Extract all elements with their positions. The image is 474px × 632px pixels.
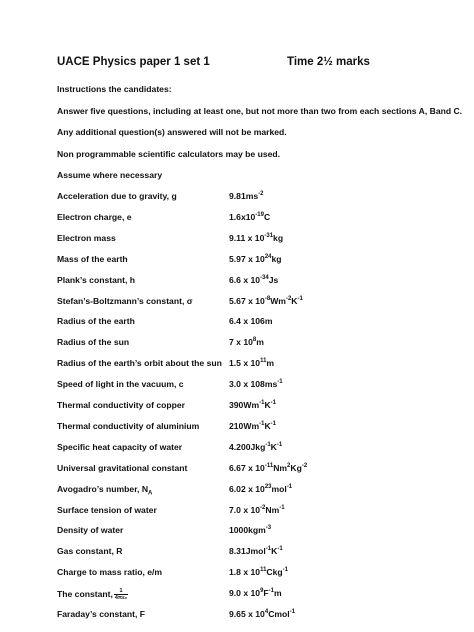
value-unit: K: [264, 420, 271, 431]
constant-value: [229, 233, 283, 243]
constant-name-text: The constant,: [57, 588, 113, 599]
value-unit-exponent: -1: [268, 588, 274, 595]
instruction-line-1: Answer five questions, including at least one, but not more than two from each sections A, Band C.: [57, 106, 463, 116]
value-unit: Nm: [273, 462, 288, 473]
constant-row: [57, 525, 437, 539]
value-base: 5.67 x 10: [229, 295, 265, 306]
value-unit: C: [263, 211, 271, 222]
value-base: 4.200Jkg: [229, 441, 266, 452]
value-unit-exponent: -1: [270, 421, 276, 428]
constant-row: [57, 505, 437, 519]
header: [57, 56, 437, 72]
constant-name: [57, 212, 132, 222]
value-exponent: 24: [264, 253, 272, 260]
constant-name: [57, 421, 199, 431]
value-unit: Cmol: [268, 609, 290, 619]
constant-name-text: Stefan’s-Boltzmann’s constant, σ: [57, 295, 193, 306]
constant-row: [57, 442, 437, 456]
value-exponent: -1: [277, 379, 283, 386]
constant-row: [57, 296, 437, 310]
constant-row: [57, 233, 437, 247]
value-base: 9.65 x 10: [229, 609, 265, 619]
value-unit: Ckg: [266, 567, 283, 578]
constant-name-text: Plank’s constant, h: [57, 274, 135, 285]
value-base: 7 x 10: [229, 337, 253, 348]
value-unit-exponent: -2: [285, 295, 292, 302]
assume-heading: Assume where necessary: [57, 170, 163, 180]
constant-row: [57, 484, 437, 498]
constant-name: [57, 379, 184, 389]
value-exponent: -2: [260, 504, 266, 511]
constant-name-text: Mass of the earth: [57, 253, 128, 264]
value-base: 7.0 x 10: [229, 504, 261, 515]
value-unit: K: [270, 441, 277, 452]
constant-name-text: Thermal conductivity of copper: [57, 400, 185, 410]
value-exponent: -8: [264, 295, 271, 302]
constant-name-text: Acceleration due to gravity, g: [57, 191, 177, 201]
value-unit: kg: [273, 232, 284, 243]
constant-name: [57, 546, 122, 556]
value-base: 1000kgm: [229, 525, 266, 536]
value-base: 3.0 x 108ms: [229, 379, 278, 390]
constant-value: [229, 212, 270, 222]
value-unit-exponent: -1: [286, 483, 293, 490]
constant-row: [57, 191, 437, 205]
paper-title: UACE Physics paper 1 set 1: [57, 56, 210, 68]
constant-row: [57, 212, 437, 226]
constant-row: [57, 463, 437, 477]
constant-value: [229, 337, 264, 347]
constant-name: [57, 400, 185, 410]
value-unit: Wm: [270, 295, 286, 306]
value-base: 1.6x10: [229, 211, 256, 222]
value-exponent: -1: [265, 441, 271, 448]
value-base: 6.02 x 10: [229, 483, 265, 494]
constant-name: [57, 609, 145, 619]
value-exponent: 8: [252, 337, 257, 344]
value-unit: m: [256, 337, 264, 348]
value-unit-exponent-2: -1: [297, 295, 303, 302]
value-base: 1.5 x 10: [229, 358, 261, 369]
constant-name-text: Surface tension of water: [57, 504, 157, 515]
value-unit-exponent: -1: [289, 609, 296, 616]
constant-value: [229, 525, 271, 535]
constant-name-text: Universal gravitational constant: [57, 462, 188, 473]
value-base: 9.81ms: [229, 191, 259, 201]
constant-name: [57, 337, 129, 347]
value-base: 6.67 x 10: [229, 462, 265, 473]
value-base: 390Wm: [229, 400, 260, 410]
constant-name-text: Specific heat capacity of water: [57, 441, 183, 452]
value-exponent: 23: [264, 483, 272, 490]
constant-value: [229, 379, 283, 389]
constant-name: [57, 358, 222, 368]
constant-name: [57, 567, 162, 577]
constant-name: [57, 463, 187, 473]
value-unit-exponent: -1: [279, 504, 285, 511]
instructions-heading: Instructions the candidates:: [57, 84, 172, 94]
constant-value: [229, 588, 282, 598]
value-exponent: -11: [264, 462, 274, 469]
constant-row: [57, 588, 437, 602]
value-unit: K: [271, 546, 278, 557]
constant-name: [57, 316, 135, 326]
value-unit-exponent: -1: [276, 441, 283, 448]
instruction-line-3: Non programmable scientific calculators may be used.: [57, 149, 281, 159]
constant-name-text: Speed of light in the vacuum, c: [57, 379, 184, 390]
constant-value: [229, 484, 292, 494]
value-exponent: -1: [259, 400, 265, 407]
constant-value: [229, 275, 278, 285]
constant-name: [57, 442, 182, 452]
value-exponent: -31: [264, 232, 274, 239]
value-exponent: 4: [264, 609, 269, 616]
value-exponent: 9: [260, 588, 264, 595]
value-unit-exponent-2: -2: [301, 462, 308, 469]
constant-value: [229, 421, 276, 431]
constant-name-text: Gas constant, R: [57, 546, 123, 557]
constant-value: [229, 358, 274, 368]
constant-name: [57, 588, 128, 601]
value-exponent: 11: [260, 358, 267, 365]
value-unit: Js: [268, 274, 279, 285]
constant-name-text: Avogadro’s number, N: [57, 483, 149, 494]
fraction-numerator: 1: [114, 588, 128, 595]
constant-name: [57, 505, 157, 515]
value-unit-2: Kg: [290, 462, 302, 473]
value-unit: mol: [271, 483, 287, 494]
value-exponent: -1: [265, 546, 272, 553]
constant-name-text: Radius of the sun: [57, 337, 130, 348]
constant-name-text: Radius of the earth’s orbit about the sun: [57, 358, 222, 369]
constant-name-text: Electron charge, e: [57, 211, 132, 222]
constant-name-text: Electron mass: [57, 232, 116, 243]
constant-row: [57, 421, 437, 435]
value-unit: kg: [271, 253, 282, 264]
value-base: 5.97 x 10: [229, 253, 265, 264]
value-unit-2: K: [291, 295, 298, 306]
constant-value: [229, 609, 295, 619]
value-exponent: 11: [260, 567, 267, 574]
constant-row: [57, 337, 437, 351]
value-base: 9.11 x 10: [229, 232, 265, 243]
value-base: 9.0 x 10: [229, 588, 261, 599]
constant-value: [229, 191, 264, 201]
value-exponent: -34: [260, 274, 269, 281]
constant-name-subscript: A: [148, 490, 153, 497]
constant-row: [57, 609, 437, 623]
constant-value: [229, 296, 303, 306]
value-base: 6.4 x 106m: [229, 316, 273, 327]
value-unit: F: [263, 588, 269, 599]
value-unit-exponent: -1: [277, 546, 283, 553]
constant-name-text: Charge to mass ratio, e/m: [57, 567, 163, 578]
constant-name-text: Radius of the earth: [57, 316, 135, 327]
constant-row: [57, 546, 437, 560]
constant-value: [229, 505, 285, 515]
constant-name-text: Density of water: [57, 525, 124, 536]
constant-value: [229, 442, 282, 452]
constant-row: [57, 358, 437, 372]
value-exponent: -3: [265, 525, 272, 532]
value-exponent: -19: [255, 212, 264, 219]
value-unit-exponent: -1: [282, 567, 288, 574]
value-exponent: -1: [259, 421, 265, 428]
value-base: 210Wm: [229, 420, 260, 431]
constant-row: [57, 275, 437, 289]
value-unit-exponent: -1: [270, 400, 276, 407]
fraction: [114, 588, 128, 601]
constant-name: [57, 254, 128, 264]
value-unit: Nm: [265, 504, 280, 515]
constant-name: [57, 296, 193, 306]
value-unit-exponent: 2: [287, 462, 291, 469]
constant-row: [57, 567, 437, 581]
constant-value: [229, 254, 282, 264]
constant-name: [57, 275, 135, 285]
constant-name: [57, 233, 116, 243]
constant-name: [57, 525, 123, 535]
value-base: 6.6 x 10: [229, 274, 261, 285]
constant-row: [57, 400, 437, 414]
value-base: 1.8 x 10: [229, 567, 261, 578]
constant-row: [57, 379, 437, 393]
constant-value: [229, 400, 276, 410]
value-unit: K: [264, 400, 271, 410]
constant-value: [229, 567, 288, 577]
instruction-line-2: Any additional question(s) answered will not be marked.: [57, 127, 287, 137]
constant-name: [57, 483, 153, 497]
value-unit-2: m: [274, 588, 282, 599]
constant-value: [229, 463, 307, 473]
constant-value: [229, 546, 283, 556]
constant-name: [57, 191, 177, 201]
value-unit: m: [266, 358, 275, 369]
value-exponent: -2: [258, 191, 264, 198]
paper-time: Time 2½ marks: [287, 56, 370, 68]
fraction-denominator: 4πε₀: [114, 595, 128, 602]
constant-row: [57, 254, 437, 268]
value-base: 8.31Jmol: [229, 546, 266, 557]
constant-value: [229, 316, 272, 326]
constant-row: [57, 316, 437, 330]
constant-name-text: Thermal conductivity of aluminium: [57, 420, 200, 431]
constant-name-text: Faraday’s constant, F: [57, 609, 146, 619]
